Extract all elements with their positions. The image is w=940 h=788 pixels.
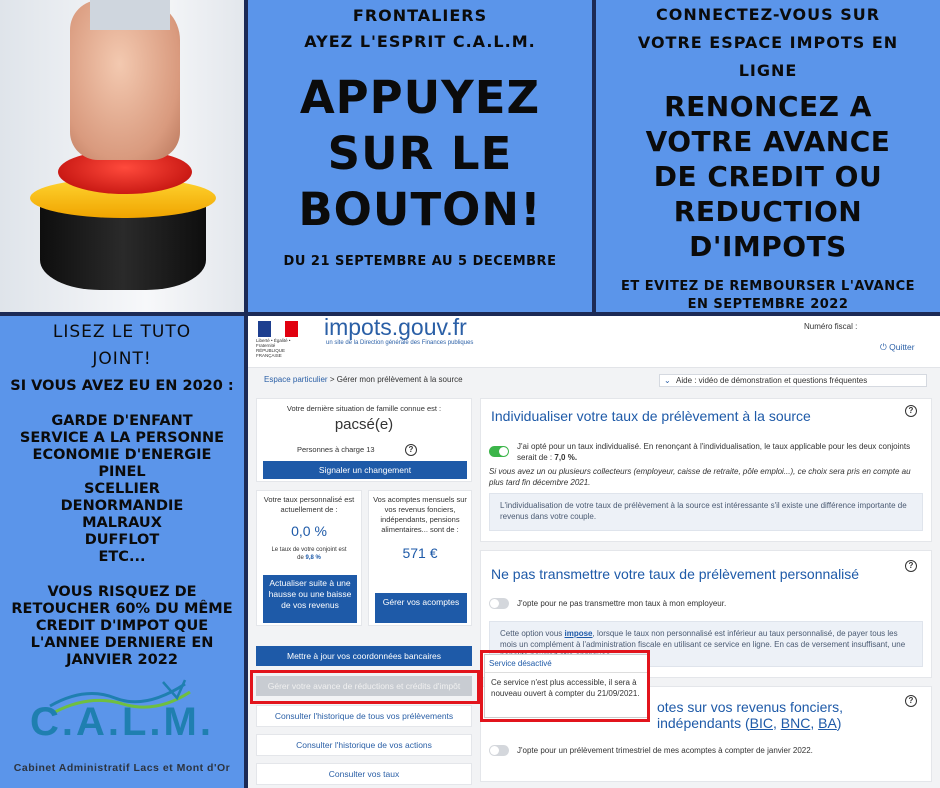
highlight-tooltip [480,650,650,722]
item-list [0,413,244,566]
transmettre-info-impose: impose [564,629,593,638]
site-brand[interactable]: impots.gouv.fr [324,316,467,340]
chevron-down-icon: ⌄ [664,376,671,385]
avance-credits-button[interactable]: Gérer votre avance de réductions et crédits d'impôt [256,676,472,696]
bic-link[interactable]: BIC [749,715,773,731]
big-sur-le: SUR LE [327,127,513,180]
renoncez-line-2: VOTRE AVANCE [645,125,891,158]
taux-conjoint-text [257,546,361,562]
quit-label: Quitter [889,342,915,352]
calm-logo: C.A.L.M. [30,700,214,744]
ba-link[interactable]: BA [818,715,837,731]
tuto-heading-2: JOINT! [92,349,152,369]
power-icon: ⏻ [880,342,890,352]
transmettre-info-a: Cette option vous [500,629,563,638]
individualiser-text [517,441,923,463]
taux-value: 0,0 % [291,523,327,539]
list-item: SCELLIER [84,481,160,497]
list-item: ECONOMIE D'ENERGIE [32,447,212,463]
taux-conjoint-label: Le taux de votre conjoint est [271,547,347,553]
big-appuyez: APPUYEZ [299,71,541,124]
tooltip-title: Service désactivé [485,655,647,673]
list-item: MALRAUX [82,515,162,531]
historique-prelevements-link[interactable]: Consulter l'historique de tous vos prélèvements [256,705,472,727]
marianne-flag-icon [258,321,298,337]
individualiser-rate: 7,0 %. [554,453,578,462]
if-line: SI VOUS AVEZ EU EN 2020 : [10,378,234,394]
renoncez-line-5: D'IMPOTS [689,230,847,263]
renoncez-line-3: DE CREDIT OU [653,160,883,193]
help-icon[interactable]: ? [905,560,917,572]
impots-screenshot [248,316,940,788]
warning-line: RETOUCHER 60% DU MÊME [11,601,233,617]
help-icon[interactable]: ? [905,405,917,417]
acomptes-title-b: indépendants ( [657,715,750,731]
shirt-cuff [90,0,170,30]
warning-line: JANVIER 2022 [66,652,178,668]
renoncez-line-4: REDUCTION [673,195,863,228]
list-item: GARDE D'ENFANT [51,413,193,429]
acomptes-label: Vos acomptes mensuels sur vos revenus fonciers, indépendants, pensions alimentaires... sont de : [373,495,467,534]
transmettre-title: Ne pas transmettre votre taux de prélèvement personnalisé [491,566,860,582]
acomptes-title-a: otes sur vos revenus fonciers, [657,699,843,715]
individualiser-note: Si vous avez un ou plusieurs collecteurs (employeur, caisse de retraite, pôle emploi...), ce choix sera pris en compte au plus tard fin décembre 2021. [489,467,911,487]
help-label: Aide : vidéo de démonstration et questions fréquentes [676,376,868,385]
individualiser-sentence: J'ai opté pour un taux individualisé. En renonçant à l'individualisation, le taux applicable pour les deux conjoints serait de : [517,442,911,462]
photo-panel [0,0,244,312]
dates-text: DU 21 SEPTEMBRE AU 5 DECEMBRE [283,254,557,269]
evitez-line-1: ET EVITEZ DE REMBOURSER L'AVANCE [620,279,916,294]
taux-conjoint-value: 9,8 % [305,555,321,561]
breadcrumb-separator: > [329,375,335,384]
situation-value: pacsé(e) [334,416,394,433]
list-item: DENORMANDIE [60,498,184,514]
breadcrumb-home[interactable]: Espace particulier [264,375,328,384]
transmettre-info-b: , lorsque le taux non personnalisé est inférieur au taux personnalisé, de payer tous les mois un complément à l'administration fiscale en utilisant ce service en ligne. En cas de versement insuffisant, une [500,629,906,649]
gerer-acomptes-button[interactable]: Gérer vos acomptes [375,593,467,623]
republique-label [256,338,306,358]
toggle-knob [490,746,499,755]
republique-motto: Liberté • Égalité • Fraternité [256,338,291,348]
individualiser-title: Individualiser votre taux de prélèvement à la source [491,408,811,424]
toggle-knob [499,447,508,456]
renoncez-line-1: RENONCEZ A [664,90,872,123]
instructions-panel [596,0,940,312]
breadcrumb [264,375,463,384]
connect-line-3: LIGNE [738,61,798,80]
signal-change-button[interactable]: Signaler un changement [263,461,467,479]
situation-card [256,398,472,482]
highlight-avance-button [250,670,480,704]
calm-logo-subtitle: Cabinet Administratif Lacs et Mont d'Or [13,762,231,774]
transmettre-text: J'opte pour ne pas transmettre mon taux à mon employeur. [517,599,727,608]
list-item: PINEL [98,464,146,480]
site-header [248,316,940,368]
individualiser-info: L'individualisation de votre taux de prélèvement à la source est intéressante s'il existe une différence importante de revenus dans votre couple. [489,493,923,531]
taux-conjoint-prefix: de [297,555,304,561]
list-item: DUFFLOT [84,532,160,548]
site-brand-subtitle: un site de la Direction générale des Finances publiques [326,340,474,346]
warning-line: VOUS RISQUEZ DE [47,584,197,600]
toggle-knob [490,599,499,608]
evitez-line-2: EN SEPTEMBRE 2022 [687,297,849,312]
tooltip-body: Ce service n'est plus accessible, il sera à nouveau ouvert à compter du 21/09/2021. [491,678,640,698]
connect-line-1: CONNECTEZ-VOUS SUR [655,5,881,24]
warning-line: L'ANNEE DERNIERE EN [30,635,214,651]
individualiser-section [480,398,932,542]
taux-card [256,490,362,626]
big-bouton: BOUTON! [298,183,542,236]
coordonnees-bancaires-button[interactable]: Mettre à jour vos coordonnées bancaires [256,646,472,666]
persons-label: Personnes à charge 13 [297,445,375,454]
quit-link[interactable] [880,342,915,353]
help-icon[interactable]: ? [405,444,417,456]
call-to-action-panel [248,0,592,312]
breadcrumb-current: Gérer mon prélèvement à la source [336,375,463,384]
consulter-taux-link[interactable]: Consulter vos taux [256,763,472,785]
help-dropdown[interactable] [659,374,927,387]
connect-line-2: VOTRE ESPACE IMPOTS EN [637,33,899,52]
bnc-link[interactable]: BNC [780,715,811,731]
tuto-panel [0,316,244,788]
actualiser-button[interactable]: Actualiser suite à une hausse ou une baisse de vos revenus [263,575,357,623]
warning-line: CREDIT D'IMPOT QUE [35,618,209,634]
republique-name: RÉPUBLIQUE FRANÇAISE [256,348,286,358]
acomptes-card [368,490,472,626]
list-item: ETC... [98,549,146,565]
individualiser-toggle[interactable] [489,446,509,457]
acomptes-section-title: otes sur vos revenus fonciers, indépendants (BIC, BNC, BA) [657,699,843,731]
situation-label: Votre dernière situation de famille connue est : [286,404,442,413]
taux-label: Votre taux personnalisé est actuellement de : [263,495,355,514]
heading-esprit-calm: AYEZ L'ESPRIT C.A.L.M. [304,32,536,51]
acomptes-value: 571 € [402,545,438,561]
acomptes-title-close: ) [836,715,842,731]
tuto-heading-1: LISEZ LE TUTO [52,322,192,342]
acomptes-toggle[interactable] [489,745,509,756]
list-item: SERVICE A LA PERSONNE [19,430,225,446]
acomptes-section-text: J'opte pour un prélèvement trimestriel de mes acomptes à compter de janvier 2022. [517,746,813,755]
help-icon[interactable]: ? [905,695,917,707]
transmettre-toggle[interactable] [489,598,509,609]
historique-actions-link[interactable]: Consulter l'historique de vos actions [256,734,472,756]
warning-block [0,584,244,669]
numero-fiscal-label: Numéro fiscal : [804,322,858,331]
heading-frontaliers: FRONTALIERS [352,6,488,25]
